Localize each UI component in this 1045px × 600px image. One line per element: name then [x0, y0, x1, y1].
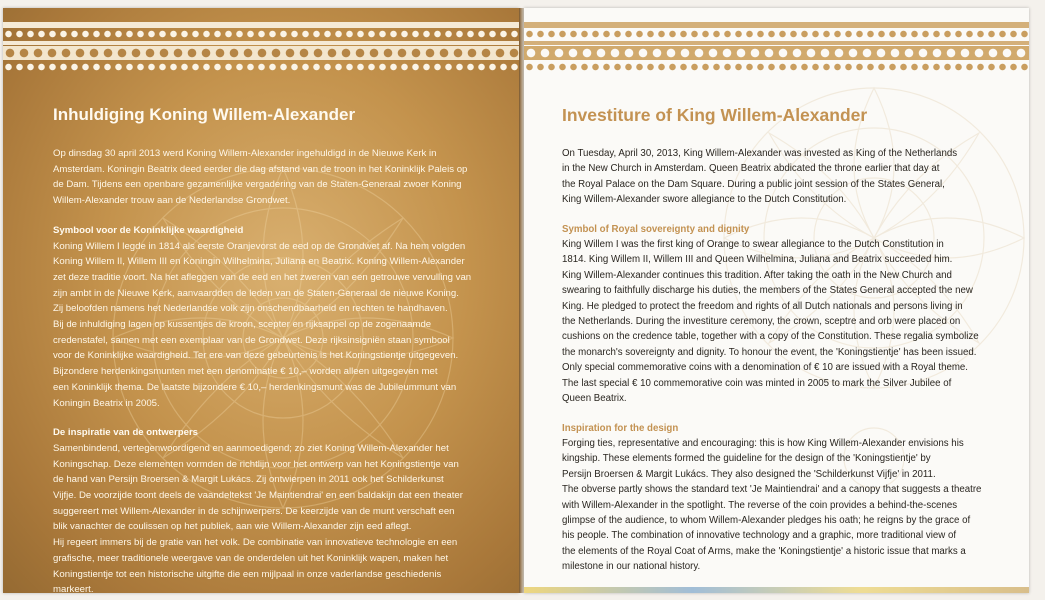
page-title: Inhuldiging Koning Willem-Alexander — [53, 105, 356, 124]
text-line: Koning Willem II, Willem III en Koningin Wilhelmina, Juliana en Beatrix. Koning Willem-Alexander — [53, 256, 465, 268]
text-line: in the New Church in Amsterdam. Queen Beatrix abdicated the throne earlier that day at — [562, 163, 940, 175]
left-page-dutch — [3, 8, 519, 593]
right-page-english — [524, 8, 1029, 593]
text-line: een Koninklijk thema. De laatste bijzondere € 10,– herdenkingsmunt was de Jubileummunt van — [53, 381, 457, 393]
text-line: King. He pledged to protect the freedom and rights of all Dutch nationals and persons living in — [562, 300, 963, 312]
text-line: Op dinsdag 30 april 2013 werd Koning Willem-Alexander ingehuldigd in de Nieuwe Kerk in — [53, 148, 437, 159]
text-line: Willem-Alexander trouw aan de Nederlandse Grondwet. — [53, 195, 291, 207]
text-line: de Dam. Tijdens een openbare gezamenlijke vergadering van de Staten-Generaal zwoer Koning — [53, 179, 462, 191]
text-line: zet deze traditie voort. Na het afleggen van de eed en het zweren van een getrouwe vervulling van — [53, 271, 472, 283]
lace-border — [3, 22, 519, 74]
text-line: the elements of the Royal Coat of Arms, make the 'Koningstientje' a historic issue that marks a — [562, 545, 966, 557]
text-line: On Tuesday, April 30, 2013, King Willem-Alexander was invested as King of the Netherlands — [562, 148, 958, 159]
text-line: The obverse partly shows the standard text 'Je Maintiendrai' and a canopy that suggests a theatre — [562, 484, 982, 496]
text-line: Queen Beatrix. — [562, 393, 627, 405]
text-line: voor de Koninklijke waardigheid. Ter ere van deze gebeurtenis is het Koningstientje uitgegeven. — [53, 350, 459, 362]
text-line: the Royal Palace on the Dam Square. During a public joint session of the States General, — [562, 178, 945, 190]
text-line: Only special commemorative coins with a denomination of € 10 are issued with a Royal theme. — [562, 362, 968, 374]
text-line: kingship. These elements formed the guideline for the design of the 'Koningstientje' by — [562, 453, 931, 465]
text-line: blik vanachter de coulissen op het publiek, aan wie Willem-Alexander zijn eed aflegt. — [53, 521, 412, 533]
text-line: Koningschap. Deze elementen vormden de richtlijn voor het ontwerp van het Koningstientje van — [53, 458, 459, 470]
text-line: 1814. King Willem II, Willem III and Queen Wilhelmina, Juliana and Beatrix succeeded him. — [562, 254, 953, 266]
text-line: markeert. — [53, 584, 94, 593]
section-paragraph-inspiration — [53, 441, 493, 593]
text-line: King Willem-Alexander swore allegiance to the Dutch Constitution. — [562, 194, 847, 206]
left-content — [53, 103, 493, 593]
text-line: de hand van Persijn Broersen & Margit Lukács. Zij ontwierpen in 2011 ook het Schilderkunst — [53, 474, 444, 486]
text-line: Amsterdam. Koningin Beatrix deed eerder die dag afstand van de troon in het Koninklijk Paleis op — [53, 163, 468, 175]
text-line: Persijn Broersen & Margit Lukács. They also designed the 'Schilderkunst Vijfje' in 2011. — [562, 468, 936, 480]
text-line: the monarch's sovereignty and dignity. To honour the event, the 'Koningstientje' has been issued. — [562, 346, 977, 358]
section-heading-symbol: Symbool voor de Koninklijke waardigheid — [53, 224, 244, 236]
text-line: Koningin Beatrix in 2005. — [53, 397, 160, 409]
intro-paragraph — [53, 146, 493, 209]
section-heading-inspiration: Inspiration for the design — [562, 422, 679, 434]
text-line: King Willem-Alexander continues this tradition. After taking the oath in the New Church and — [562, 269, 952, 281]
text-line: milestone in our national history. — [562, 561, 701, 573]
text-line: Zij beloofden namens het Nederlandse volk zijn onschendbaarheid en rechten te handhaven. — [53, 303, 448, 315]
text-line: glimpse of the audience, to whom Willem-Alexander pledges his oath; he reigns by the grace of — [562, 514, 971, 526]
text-line: grafische, meer traditionele weergave van de onderdelen uit het Koninklijk wapen, maken het — [53, 552, 449, 564]
page-title: Investiture of King Willem-Alexander — [562, 105, 868, 125]
text-line: The last special € 10 commemorative coin was minted in 2005 to mark the Silver Jubilee of — [562, 377, 952, 389]
text-line: Koning Willem I legde in 1814 als eerste Oranjevorst de eed op de Grondwet af. Na hem volgden — [53, 240, 466, 252]
text-line: suggereert met Willem-Alexander in de schijnwerpers. De keerzijde van de munt verschaft een — [53, 505, 455, 517]
text-line: swearing to faithfully discharge his duties, the members of the States General accepted the new — [562, 285, 973, 297]
text-line: Hij regeert immers bij de gratie van het volk. De combinatie van innovatieve technologie en een — [53, 537, 458, 549]
text-line: with Willem-Alexander in the spotlight. The reverse of the coin provides a behind-the-scenes — [562, 499, 958, 511]
text-line: his people. The combination of innovative technology and a graphic, more traditional view of — [562, 530, 957, 542]
text-line: Koningstientje tot een historische uitgifte die een mijlpaal in onze vaderlandse geschiedenis — [53, 568, 442, 580]
text-line: Samenbindend, vertegenwoordigend en aanmoedigend; zo ziet Koning Willem-Alexander het — [53, 442, 449, 454]
right-content — [562, 103, 1002, 575]
text-line: the Netherlands. During the investiture ceremony, the crown, sceptre and orb were placed on — [562, 316, 961, 328]
text-line: zijn ambt in de Nieuwe Kerk, aanvaardden de leden van de Staten-Generaal de nieuwe Koning. — [53, 287, 459, 299]
text-line: King Willem I was the first king of Orange to swear allegiance to the Dutch Constitution in — [562, 239, 944, 251]
section-heading-symbol: Symbol of Royal sovereignty and dignity — [562, 223, 750, 235]
text-line: Bijzondere herdenkingsmunten met een denominatie € 10,– worden alleen uitgegeven met — [53, 366, 438, 378]
text-line: cushions on the credence table, together with a copy of the Constitution. These regalia symbolize — [562, 331, 979, 343]
section-paragraph-inspiration — [562, 436, 1002, 575]
intro-paragraph — [562, 146, 1002, 208]
section-paragraph-symbol — [562, 237, 1002, 406]
text-line: credenstafel, samen met een exemplaar van de Grondwet. Deze rijksinsigniën staan symbool — [53, 334, 450, 346]
bottom-edge-strip — [524, 587, 1029, 593]
text-line: Vijfje. De voorzijde toont deels de vaandeltekst 'Je Maintiendrai' en een baldakijn dat een theater — [53, 490, 463, 502]
text-line: Bij de inhuldiging lagen op kussentjes de kroon, scepter en rijksappel op de zogenaamde — [53, 319, 432, 331]
text-line: Forging ties, representative and encouraging: this is how King Willem-Alexander envisions his — [562, 437, 964, 449]
section-heading-inspiration: De inspiratie van de ontwerpers — [53, 427, 199, 439]
section-paragraph-symbol — [53, 239, 493, 412]
lace-border — [524, 22, 1029, 74]
